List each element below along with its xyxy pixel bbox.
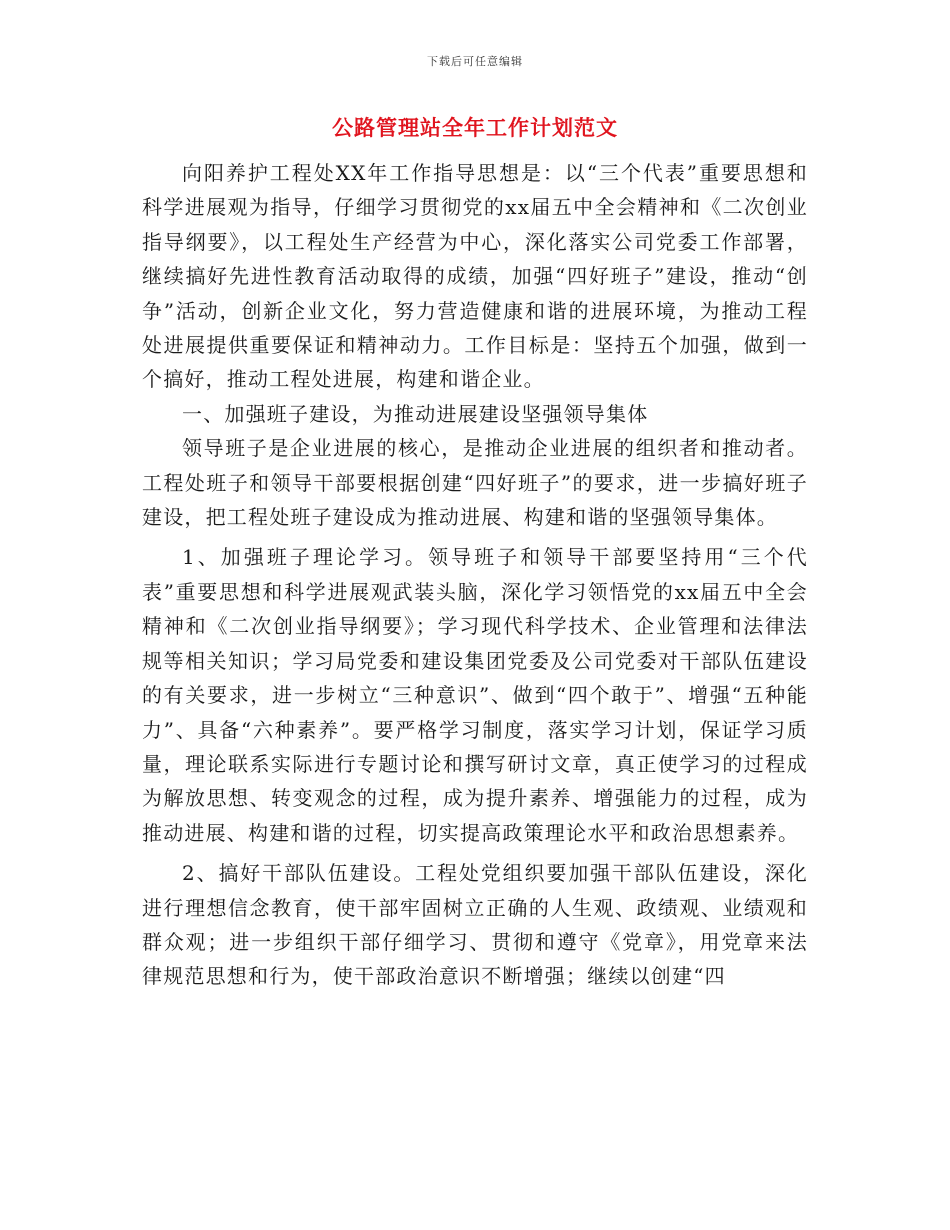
header-note: 下载后可任意编辑 (427, 55, 523, 68)
paragraph-guiding-ideology: 向阳养护工程处XX年工作指导思想是：以“三个代表”重要思想和科学进展观为指导，仔细学习贯彻党的xx届五中全会精神和《二次创业指导纲要》，以工程处生产经营为中心，深化落实公司党委工作部署，继续搞好先进性教育活动取得的成绩，加强“四好班子”建设，推动“创争”活动，创新企业文化，努力营造健康和谐的进展环境，为推动工程处进展提供重要保证和精神动力。工作目标是：坚持五个加强，做到一个搞好，推动工程处进展，构建和谐企业。 (142, 161, 808, 392)
section-heading-one: 一、加强班子建设，为推动进展建设坚强领导集体 (182, 401, 649, 426)
paragraph-leadership-core: 领导班子是企业进展的核心，是推动企业进展的组织者和推动者。工程处班子和领导干部要根据创建“四好班子”的要求，进一步搞好班子建设，把工程处班子建设成为推动进展、构建和谐的坚强领导集体。 (142, 436, 808, 530)
paragraph-theory-study: 1、加强班子理论学习。领导班子和领导干部要坚持用“三个代表”重要思想和科学进展观武装头脑，深化学习领悟党的xx届五中全会精神和《二次创业指导纲要》；学习现代科学技术、企业管理和法律法规等相关知识；学习局党委和建设集团党委及公司党委对干部队伍建设的有关要求，进一步树立“三种意识”、做到“四个敢于”、增强“五种能力”、具备“六种素养”。要严格学习制度，落实学习计划，保证学习质量，理论联系实际进行专题讨论和撰写研讨文章，真正使学习的过程成为解放思想、转变观念的过程，成为提升素养、增强能力的过程，成为推动进展、构建和谐的过程，切实提高政策理论水平和政治思想素养。 (142, 545, 808, 845)
document-title: 公路管理站全年工作计划范文 (332, 115, 618, 140)
paragraph-cadre-building: 2、搞好干部队伍建设。工程处党组织要加强干部队伍建设，深化进行理想信念教育，使干部牢固树立正确的人生观、政绩观、业绩观和群众观；进一步组织干部仔细学习、贯彻和遵守《党章》，用党章来法律规范思想和行为，使干部政治意识不断增强；继续以创建“四 (142, 861, 808, 989)
document-body (142, 156, 808, 994)
